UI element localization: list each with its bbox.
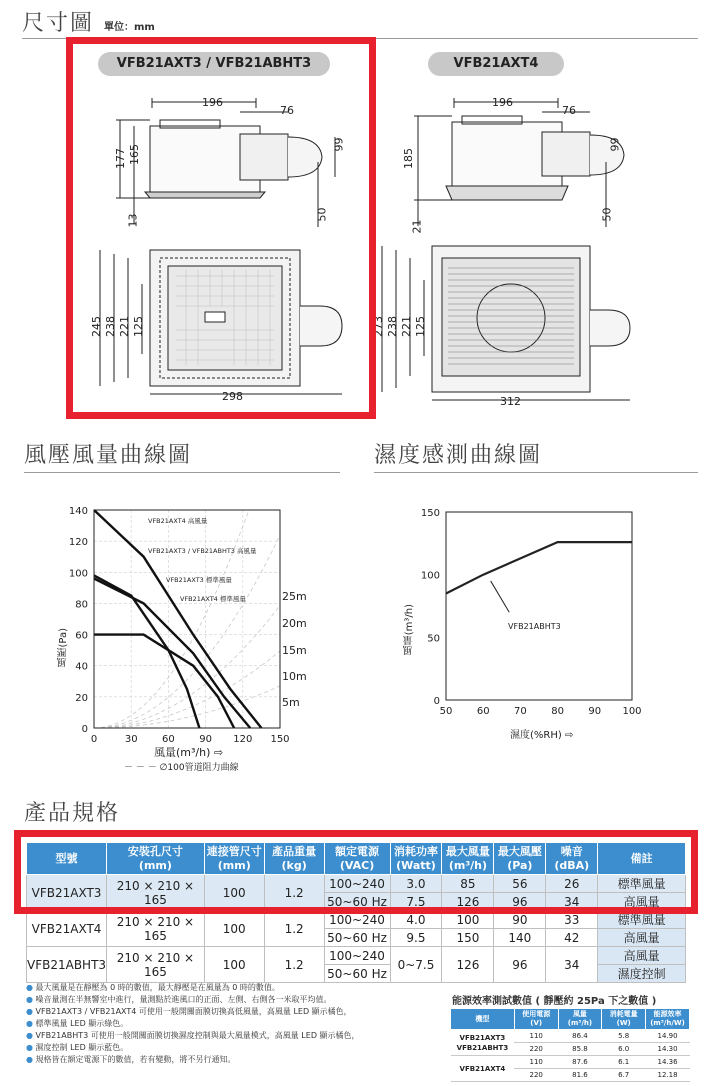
pressure-label-axt4-high: VFB21AXT4 高風量	[148, 517, 208, 525]
dim-right-bottom-width: 312	[500, 395, 521, 408]
spec-header: 最大風量 (m³/h)	[442, 843, 494, 875]
spec-header: 型號	[27, 843, 107, 875]
dim-right-mid: 238	[386, 316, 399, 337]
pressure-x-tick: 150	[270, 734, 290, 745]
spec-pipe: 100	[204, 947, 264, 983]
duct-resistance-curve	[94, 510, 280, 728]
spec-pipe: 100	[204, 875, 264, 911]
humidity-plot-frame	[446, 512, 632, 700]
pressure-legend-dash: － － － ∅100管道阻力曲線	[124, 763, 239, 773]
duct-resistance-curve	[94, 605, 280, 728]
dimensions-title: 尺寸圖 單位：mm	[22, 11, 155, 36]
note-item: ● VFB21ABHT3 可使用一般開關面膜切換濕度控制與最大風量模式，高風量 LED 顯示橘色，	[26, 1030, 446, 1042]
pressure-y-tick: 140	[68, 506, 88, 517]
dim-right-width: 196	[492, 96, 513, 109]
pressure-y-tick: 80	[75, 599, 88, 611]
dim-right-duct: 76	[562, 104, 576, 117]
spec-watt: 4.0	[390, 911, 442, 929]
pressure-ylabel: 風壓(Pa)	[58, 628, 69, 668]
chart-divider-left	[24, 472, 340, 473]
spec-hole: 210 × 210 × 165	[107, 911, 205, 947]
spec-pressure: 140	[494, 929, 546, 947]
pressure-y-tick: 60	[75, 630, 88, 642]
spec-pressure: 96	[494, 893, 546, 911]
dim-right-inner: 221	[400, 316, 413, 337]
highlight-box-dimensions	[66, 37, 376, 419]
pressure-plot-frame	[94, 510, 280, 728]
spec-flow: 150	[442, 929, 494, 947]
unit-label: 單位：mm	[104, 22, 155, 33]
spec-watt: 0~7.5	[390, 947, 442, 983]
eff-flow: 81.6	[558, 1069, 602, 1082]
pressure-x-tick: 0	[90, 734, 98, 745]
pressure-series-line	[94, 510, 261, 728]
eff-watt: 6.0	[602, 1043, 646, 1056]
spec-header: 噪音 (dBA)	[546, 843, 598, 875]
model-pill-left: VFB21AXT3 / VFB21ABHT3	[98, 52, 330, 76]
eff-watt: 6.1	[602, 1056, 646, 1069]
humidity-x-tick: 50	[439, 706, 453, 717]
spec-pressure: 96	[494, 947, 546, 983]
dim-left-hole: 125	[132, 316, 145, 337]
dim-right-bottom: 21	[410, 219, 424, 234]
dim-left-width: 196	[202, 96, 223, 109]
duct-resistance-curve	[94, 535, 280, 728]
humidity-y-tick: 100	[420, 570, 440, 582]
spec-watt: 7.5	[390, 893, 442, 911]
spec-noise: 34	[546, 893, 598, 911]
eff-watt: 5.8	[602, 1030, 646, 1043]
dim-left-height-total: 177	[114, 148, 127, 169]
eff-voltage: 220	[514, 1043, 558, 1056]
chart-divider-right	[374, 472, 698, 473]
eff-header: 能源效率 (m³/h/W)	[646, 1009, 690, 1030]
spec-noise: 34	[546, 947, 598, 983]
pressure-y-tick: 40	[75, 661, 88, 673]
spec-note: 高風量	[598, 893, 686, 911]
eff-efficiency: 12.18	[646, 1069, 690, 1082]
spec-noise: 26	[546, 875, 598, 893]
spec-frequency: 50~60 Hz	[324, 965, 390, 983]
spec-weight: 1.2	[264, 947, 324, 983]
humidity-ylabel: 風量(m³/h)	[404, 604, 415, 656]
eff-efficiency: 14.36	[646, 1056, 690, 1069]
duct-length-20: 20m	[282, 617, 307, 630]
pressure-series-line	[94, 635, 234, 728]
spec-frequency: 50~60 Hz	[324, 893, 390, 911]
dim-left-bottom: 13	[126, 213, 140, 228]
spec-header: 安裝孔尺寸 (mm)	[107, 843, 205, 875]
humidity-y-tick: 50	[427, 633, 440, 645]
eff-header: 消耗電量 (W)	[602, 1009, 646, 1030]
dim-left-offset: 50	[315, 207, 329, 222]
table-row	[451, 1030, 690, 1043]
pressure-label-axt3-std: VFB21AXT3 標準風量	[166, 576, 232, 584]
note-item: ● VFB21AXT3 / VFB21AXT4 可使用一般開關面膜切換高低風量，高風量 LED 顯示橘色，	[26, 1006, 446, 1018]
eff-model: VFB21AXT3 VFB21ABHT3	[451, 1030, 515, 1056]
spec-note: 標準風量	[598, 911, 686, 929]
spec-flow: 100	[442, 911, 494, 929]
note-item: ● 規格皆在額定電源下的數值，若有變動，將不另行通知。	[26, 1054, 446, 1066]
humidity-chart-group	[446, 512, 632, 700]
spec-header: 消耗功率 (Watt)	[390, 843, 442, 875]
dim-left-duct: 76	[280, 104, 294, 117]
table-row	[27, 947, 686, 965]
efficiency-title: 能源效率測試數值 ( 靜壓約 25Pa 下之數值 )	[452, 996, 657, 1007]
pressure-y-tick: 0	[81, 724, 88, 735]
spec-watt: 3.0	[390, 875, 442, 893]
eff-voltage: 220	[514, 1069, 558, 1082]
spec-pipe: 100	[204, 911, 264, 947]
pressure-chart-title: 風壓風量曲線圖	[24, 443, 193, 468]
humidity-series-line	[446, 542, 632, 593]
notes-list	[26, 982, 446, 1066]
spec-voltage: 100~240	[324, 947, 390, 965]
spec-hole: 210 × 210 × 165	[107, 875, 205, 911]
spec-model: VFB21AXT3	[27, 875, 107, 911]
humidity-xlabel: 濕度(%RH) ⇨	[510, 730, 574, 741]
model-pill-right: VFB21AXT4	[428, 52, 564, 76]
note-item: ● 噪音量測在半無響室中進行，量測點於進風口的正面、左側、右側各一米取平均值。	[26, 994, 446, 1006]
eff-efficiency: 14.90	[646, 1030, 690, 1043]
duct-length-15: 15m	[282, 644, 307, 657]
dim-left-height-body: 165	[128, 144, 141, 165]
pressure-x-tick: 120	[233, 734, 253, 745]
spec-voltage: 100~240	[324, 875, 390, 893]
spec-voltage: 100~240	[324, 911, 390, 929]
eff-header: 風量 (m³/h)	[558, 1009, 602, 1030]
dim-left-inner: 221	[118, 316, 131, 337]
note-item: ● 最大風量是在靜壓為 0 時的數值，最大靜壓是在風量為 0 時的數值。	[26, 982, 446, 994]
humidity-y-tick: 0	[433, 696, 440, 707]
eff-voltage: 110	[514, 1030, 558, 1043]
humidity-label-leader	[491, 581, 510, 612]
eff-flow: 87.6	[558, 1056, 602, 1069]
efficiency-table	[450, 1008, 690, 1082]
spec-flow: 126	[442, 947, 494, 983]
humidity-x-tick: 80	[551, 706, 564, 717]
spec-watt: 9.5	[390, 929, 442, 947]
humidity-series-label: VFB21ABHT3	[508, 622, 561, 631]
eff-flow: 85.8	[558, 1043, 602, 1056]
eff-watt: 6.7	[602, 1069, 646, 1082]
duct-resistance-curve	[94, 686, 280, 728]
pressure-x-tick: 30	[124, 734, 138, 745]
duct-resistance-curve	[94, 651, 280, 728]
pressure-label-axt3-high: VFB21AXT3 / VFB21ABHT3 高風量	[148, 547, 257, 555]
spec-hole: 210 × 210 × 165	[107, 947, 205, 983]
dim-left-outer: 245	[90, 316, 103, 337]
pressure-y-tick: 120	[68, 537, 88, 549]
eff-header: 機型	[451, 1009, 515, 1030]
spec-note: 濕度控制	[598, 965, 686, 983]
dim-right-duct-dia: 99	[608, 137, 622, 152]
spec-flow: 126	[442, 893, 494, 911]
eff-flow: 86.4	[558, 1030, 602, 1043]
humidity-x-tick: 100	[622, 706, 642, 717]
spec-model: VFB21ABHT3	[27, 947, 107, 983]
highlight-box-spec-row	[14, 830, 698, 914]
duct-length-25: 25m	[282, 590, 307, 603]
eff-header-row	[451, 1009, 690, 1030]
humidity-x-tick: 70	[514, 706, 527, 717]
spec-note: 高風量	[598, 929, 686, 947]
pressure-x-tick: 60	[162, 734, 175, 745]
eff-header: 使用電源 (V)	[514, 1009, 558, 1030]
pressure-x-tick: 90	[199, 734, 212, 745]
spec-header: 產品重量 (kg)	[264, 843, 324, 875]
spec-note: 高風量	[598, 947, 686, 965]
table-row	[451, 1056, 690, 1069]
eff-model: VFB21AXT4	[451, 1056, 515, 1082]
note-item: ● 濕度控制 LED 顯示藍色。	[26, 1042, 446, 1054]
spec-weight: 1.2	[264, 875, 324, 911]
humidity-y-tick: 150	[420, 508, 440, 519]
spec-flow: 85	[442, 875, 494, 893]
dim-right-outer: 273	[372, 316, 385, 337]
spec-noise: 42	[546, 929, 598, 947]
duct-length-5: 5m	[282, 696, 300, 709]
spec-weight: 1.2	[264, 911, 324, 947]
dim-right-offset: 50	[600, 207, 614, 222]
eff-efficiency: 14.30	[646, 1043, 690, 1056]
dim-left-mid: 238	[104, 316, 117, 337]
duct-length-10: 10m	[282, 670, 307, 683]
spec-header: 備註	[598, 843, 686, 875]
humidity-chart-title: 濕度感測曲線圖	[374, 443, 543, 468]
dim-right-hole: 125	[414, 316, 427, 337]
dim-left-duct-dia: 99	[332, 137, 346, 152]
dim-left-bottom-width: 298	[222, 390, 243, 403]
pressure-y-tick: 20	[75, 692, 88, 704]
spec-frequency: 50~60 Hz	[324, 929, 390, 947]
spec-pressure: 90	[494, 911, 546, 929]
eff-voltage: 110	[514, 1056, 558, 1069]
spec-header: 連接管尺寸 (mm)	[204, 843, 264, 875]
note-item: ● 標準風量 LED 顯示綠色。	[26, 1018, 446, 1030]
humidity-ticks	[421, 508, 642, 717]
spec-pressure: 56	[494, 875, 546, 893]
pressure-xlabel: 風量(m³/h) ⇨	[154, 746, 224, 759]
humidity-x-tick: 90	[588, 706, 602, 717]
spec-header: 最大風壓 (Pa)	[494, 843, 546, 875]
pressure-label-axt4-std: VFB21AXT4 標準風量	[180, 595, 246, 603]
spec-header: 額定電源 (VAC)	[324, 843, 390, 875]
spec-noise: 33	[546, 911, 598, 929]
pressure-y-tick: 100	[68, 568, 88, 580]
spec-note: 標準風量	[598, 875, 686, 893]
specs-title: 產品規格	[24, 801, 121, 826]
dim-right-height-body: 185	[402, 148, 415, 169]
humidity-x-tick: 60	[476, 706, 490, 717]
spec-model: VFB21AXT4	[27, 911, 107, 947]
